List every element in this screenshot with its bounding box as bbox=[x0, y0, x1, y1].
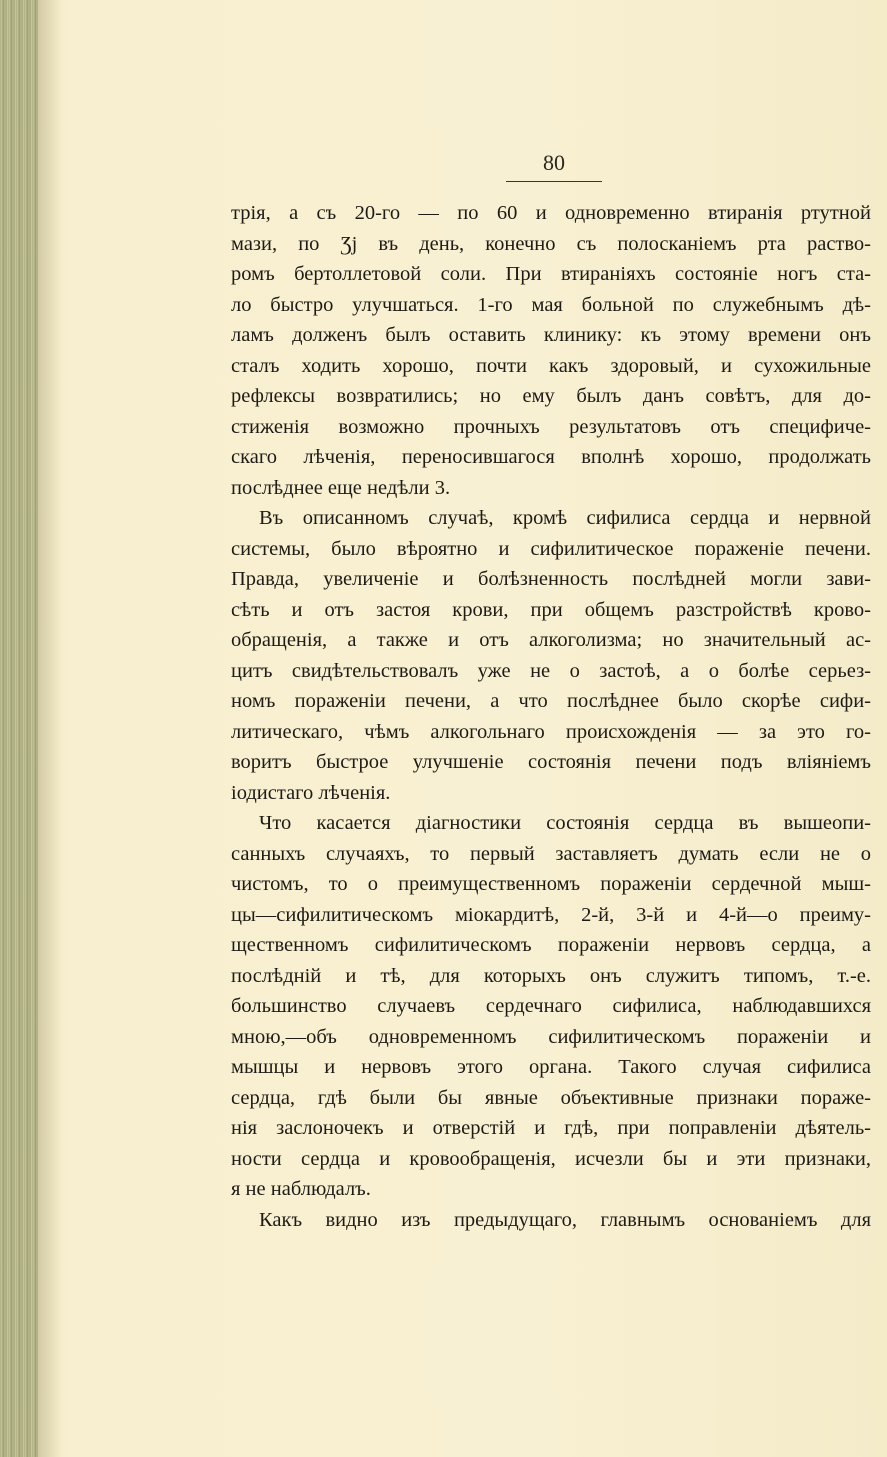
text-line: цитъ свидѣтельствовалъ уже не о застоѣ, а о болѣе серьез- bbox=[231, 659, 871, 682]
text-line: Какъ видно изъ предыдущаго, главнымъ основаніемъ для bbox=[259, 1208, 871, 1231]
text-line: ло быстро улучшаться. 1-го мая больной по служебнымъ дѣ- bbox=[231, 293, 871, 316]
body-text bbox=[231, 198, 871, 1235]
text-line: ности сердца и кровообращенія, исчезли бы и эти признаки, bbox=[231, 1147, 871, 1170]
text-line: ромъ бертоллетовой соли. При втираніяхъ состояніе ногъ ста- bbox=[231, 263, 871, 285]
header-rule bbox=[506, 181, 602, 182]
spine-shadow bbox=[38, 0, 62, 1457]
text-line: Въ описанномъ случаѣ, кромѣ сифилиса сердца и нервной bbox=[259, 507, 871, 529]
text-line: обращенія, а также и отъ алкоголизма; но значительный ас- bbox=[231, 629, 871, 651]
text-line: мышцы и нервовъ этого органа. Такого случая сифилиса bbox=[231, 1056, 871, 1078]
text-line: послѣднее еще недѣли 3. bbox=[231, 476, 451, 499]
text-line: нія заслоночекъ и отверстій и гдѣ, при поправленіи дѣятель- bbox=[231, 1117, 871, 1139]
text-line: стиженія возможно прочныхъ результатовъ отъ специфиче- bbox=[231, 415, 871, 438]
book-spine bbox=[0, 0, 38, 1457]
text-line: щественномъ сифилитическомъ пораженіи нервовъ сердца, а bbox=[231, 934, 871, 956]
text-line: рефлексы возвратились; но ему былъ данъ совѣтъ, для до- bbox=[231, 385, 871, 407]
text-line: ламъ долженъ былъ оставить клинику: къ этому времени онъ bbox=[231, 324, 871, 346]
text-line: сталъ ходить хорошо, почти какъ здоровый, и сухожильные bbox=[231, 354, 871, 377]
text-line: Что касается діагностики состоянія сердца въ вышеопи- bbox=[259, 812, 871, 834]
text-line: сѣть и отъ застоя крови, при общемъ разстройствѣ крово- bbox=[231, 598, 871, 621]
text-line: большинство случаевъ сердечнаго сифилиса, наблюдавшихся bbox=[231, 995, 871, 1017]
text-line: мною,—объ одновременномъ сифилитическомъ пораженіи и bbox=[231, 1025, 871, 1048]
text-line: послѣдній и тѣ, для которыхъ онъ служитъ типомъ, т.-е. bbox=[231, 964, 871, 987]
text-line: системы, было вѣроятно и сифилитическое пораженіе печени. bbox=[231, 537, 871, 560]
text-line: Правда, увеличеніе и болѣзненность послѣдней могли зави- bbox=[231, 568, 871, 590]
text-line: скаго лѣченія, переносившагося вполнѣ хорошо, продолжать bbox=[231, 446, 871, 468]
text-line: іодистаго лѣченія. bbox=[231, 781, 391, 804]
text-line: номъ пораженіи печени, а что послѣднее было скорѣе сифи- bbox=[231, 690, 871, 712]
text-line: сердца, гдѣ были бы явные объективные признаки пораже- bbox=[231, 1086, 871, 1109]
text-line: мази, по Ʒj въ день, конечно съ полосканіемъ рта раство- bbox=[231, 232, 871, 255]
page-number: 80 bbox=[543, 150, 565, 175]
text-line: трія, а съ 20-го — по 60 и одновременно втиранія ртутной bbox=[231, 202, 871, 224]
text-line: я не наблюдалъ. bbox=[231, 1178, 371, 1200]
text-line: чистомъ, то о преимущественномъ пораженіи сердечной мыш- bbox=[231, 873, 871, 895]
text-line: литическаго, чѣмъ алкогольнаго происхожденія — за это го- bbox=[231, 720, 871, 743]
text-line: воритъ быстрое улучшеніе состоянія печени подъ вліяніемъ bbox=[231, 751, 871, 773]
text-line: санныхъ случаяхъ, то первый заставляетъ думать если не о bbox=[231, 842, 871, 865]
text-line: цы—сифилитическомъ міокардитѣ, 2-й, 3-й и 4-й—о преиму- bbox=[231, 903, 871, 926]
